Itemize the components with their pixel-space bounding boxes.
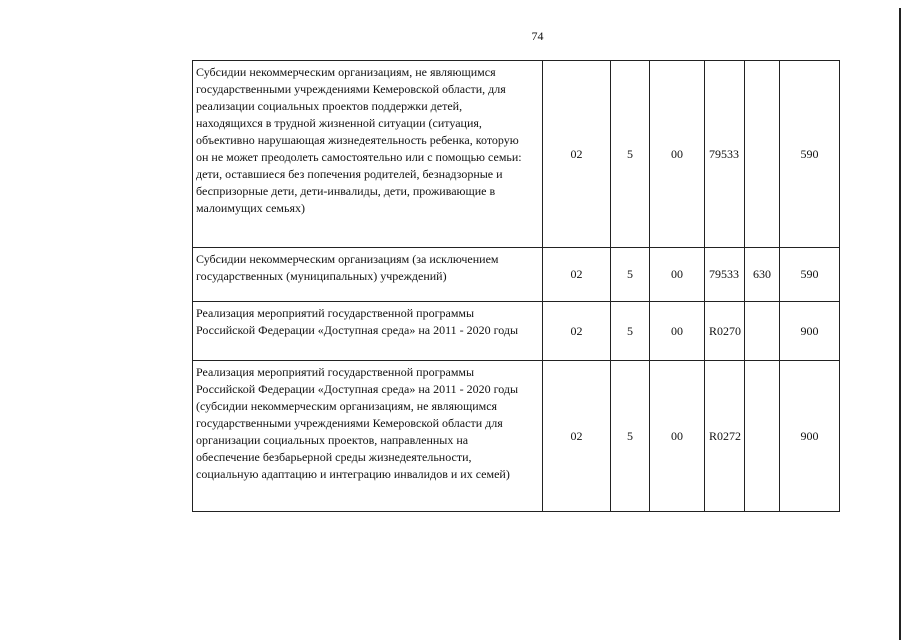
- row-description: [193, 248, 543, 302]
- description-line: беспризорные дети, дети-инвалиды, дети, проживающие в: [196, 184, 496, 198]
- description-line: (субсидии некоммерческим организациям, не являющимся: [196, 399, 498, 413]
- description-line: Реализация мероприятий государственной программы: [196, 365, 475, 379]
- row-description: [193, 61, 543, 248]
- direction-code: R0272: [705, 361, 745, 512]
- row-description: [193, 361, 543, 512]
- description-line: государственными учреждениями Кемеровской области для: [196, 416, 503, 430]
- program-code: 5: [611, 61, 650, 248]
- program-code: 5: [611, 302, 650, 361]
- description-line: дети, оставшиеся без попечения родителей, безнадзорные и: [196, 167, 503, 181]
- budget-table: [192, 60, 840, 512]
- subprogram-code: 00: [650, 61, 705, 248]
- amount: 900: [780, 302, 840, 361]
- description-line: объективно нарушающая жизнедеятельность ребенка, которую: [196, 133, 519, 147]
- subprogram-code: 00: [650, 302, 705, 361]
- description-line: обеспечение безбарьерной среды жизнедеятельности,: [196, 450, 472, 464]
- description-line: Реализация мероприятий государственной программы: [196, 306, 475, 320]
- description-line: реализации социальных проектов поддержки детей,: [196, 99, 463, 113]
- expense-type-code: [745, 361, 780, 512]
- description-line: государственных (муниципальных) учреждений): [196, 269, 447, 283]
- amount: 900: [780, 361, 840, 512]
- description-line: находящихся в трудной жизненной ситуации (ситуация,: [196, 116, 482, 130]
- description-line: малоимущих семьях): [196, 201, 305, 215]
- description-line: организации социальных проектов, направленных на: [196, 433, 469, 447]
- amount: 590: [780, 61, 840, 248]
- description-line: Субсидии некоммерческим организациям (за исключением: [196, 252, 499, 266]
- expense-type-code: [745, 61, 780, 248]
- section-code: 02: [543, 361, 611, 512]
- description-line: Субсидии некоммерческим организациям, не являющимся: [196, 65, 496, 79]
- section-code: 02: [543, 61, 611, 248]
- program-code: 5: [611, 361, 650, 512]
- row-description: [193, 302, 543, 361]
- subprogram-code: 00: [650, 361, 705, 512]
- description-line: социальную адаптацию и интеграцию инвалидов и их семей): [196, 467, 510, 481]
- table-row: [193, 248, 840, 302]
- expense-type-code: [745, 302, 780, 361]
- section-code: 02: [543, 248, 611, 302]
- direction-code: 79533: [705, 61, 745, 248]
- section-code: 02: [543, 302, 611, 361]
- table-row: [193, 361, 840, 512]
- table-row: [193, 302, 840, 361]
- page-number: 74: [531, 29, 544, 43]
- expense-type-code: 630: [745, 248, 780, 302]
- scan-edge-line: [899, 8, 901, 640]
- amount: 590: [780, 248, 840, 302]
- direction-code: 79533: [705, 248, 745, 302]
- direction-code: R0270: [705, 302, 745, 361]
- program-code: 5: [611, 248, 650, 302]
- table-row: [193, 61, 840, 248]
- description-line: Российской Федерации «Доступная среда» на 2011 - 2020 годы: [196, 323, 519, 337]
- description-line: государственными учреждениями Кемеровской области, для: [196, 82, 506, 96]
- description-line: Российской Федерации «Доступная среда» на 2011 - 2020 годы: [196, 382, 519, 396]
- description-line: он не может преодолеть самостоятельно или с помощью семьи:: [196, 150, 522, 164]
- subprogram-code: 00: [650, 248, 705, 302]
